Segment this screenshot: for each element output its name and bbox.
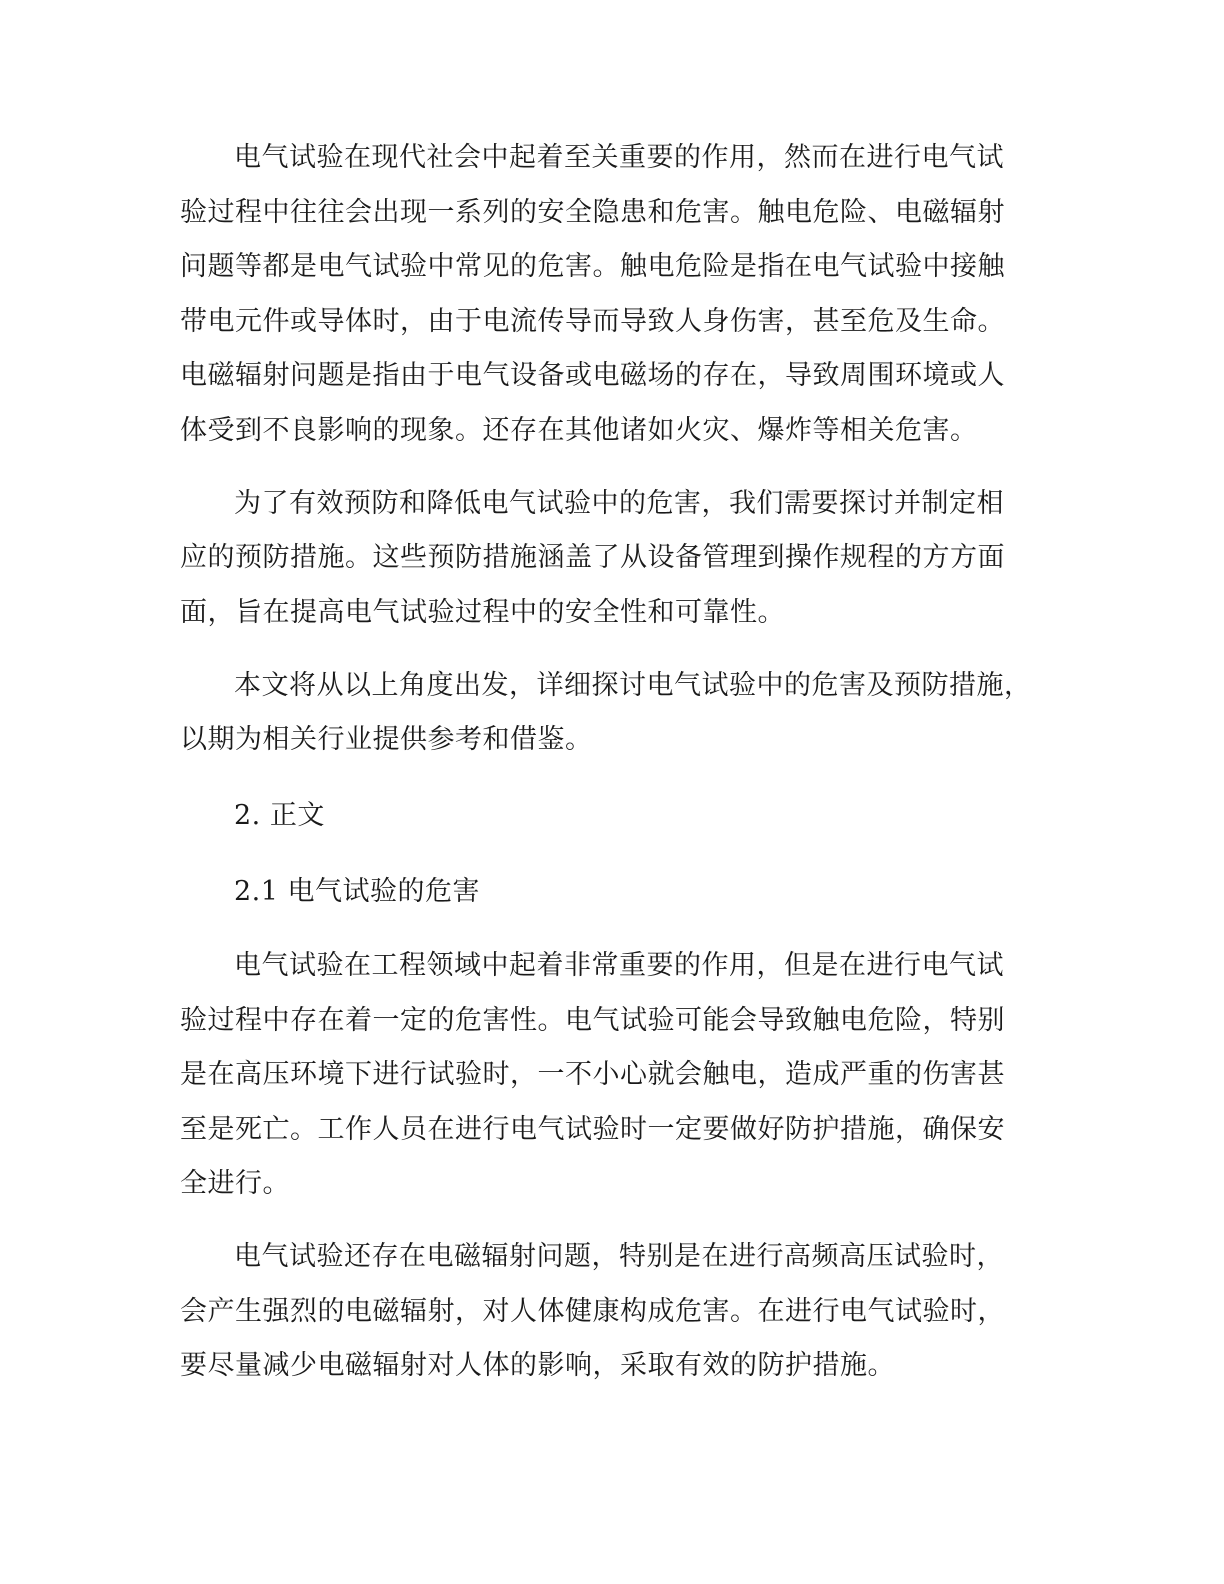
paragraph-4-line-1: 电气试验在工程领域中起着非常重要的作用，但是在进行电气试 [234,950,1004,981]
paragraph-2-line-2: 应的预防措施。这些预防措施涵盖了从设备管理到操作规程的方方面 [180,542,1005,573]
paragraph-2-line-1: 为了有效预防和降低电气试验中的危害，我们需要探讨并制定相 [234,488,1004,519]
paragraph-2-line-3: 面，旨在提高电气试验过程中的安全性和可靠性。 [180,597,785,628]
paragraph-4-line-5: 全进行。 [180,1168,290,1199]
paragraph-5-line-3: 要尽量减少电磁辐射对人体的影响，采取有效的防护措施。 [180,1350,895,1381]
paragraph-5-line-1: 电气试验还存在电磁辐射问题，特别是在进行高频高压试验时， [234,1241,1004,1272]
subsection-heading: 2.1 电气试验的危害 [234,876,481,907]
paragraph-3-line-1: 本文将从以上角度出发，详细探讨电气试验中的危害及预防措施， [234,670,1032,701]
section-heading: 2. 正文 [234,800,325,831]
paragraph-4-line-4: 至是死亡。工作人员在进行电气试验时一定要做好防护措施，确保安 [180,1114,1005,1145]
paragraph-4-line-2: 验过程中存在着一定的危害性。电气试验可能会导致触电危险，特别 [180,1005,1005,1036]
paragraph-1-line-2: 验过程中往往会出现一系列的安全隐患和危害。触电危险、电磁辐射 [180,197,1005,228]
paragraph-4-line-3: 是在高压环境下进行试验时，一不小心就会触电，造成严重的伤害甚 [180,1059,1005,1090]
paragraph-3-line-2: 以期为相关行业提供参考和借鉴。 [180,724,593,755]
paragraph-5-line-2: 会产生强烈的电磁辐射，对人体健康构成危害。在进行电气试验时， [180,1296,1005,1327]
paragraph-1-line-6: 体受到不良影响的现象。还存在其他诸如火灾、爆炸等相关危害。 [180,415,978,446]
paragraph-1-line-4: 带电元件或导体时，由于电流传导而导致人身伤害，甚至危及生命。 [180,306,1005,337]
paragraph-1-line-3: 问题等都是电气试验中常见的危害。触电危险是指在电气试验中接触 [180,251,1005,282]
paragraph-1-line-5: 电磁辐射问题是指由于电气设备或电磁场的存在，导致周围环境或人 [180,360,1005,391]
paragraph-1-line-1: 电气试验在现代社会中起着至关重要的作用，然而在进行电气试 [234,142,1004,173]
